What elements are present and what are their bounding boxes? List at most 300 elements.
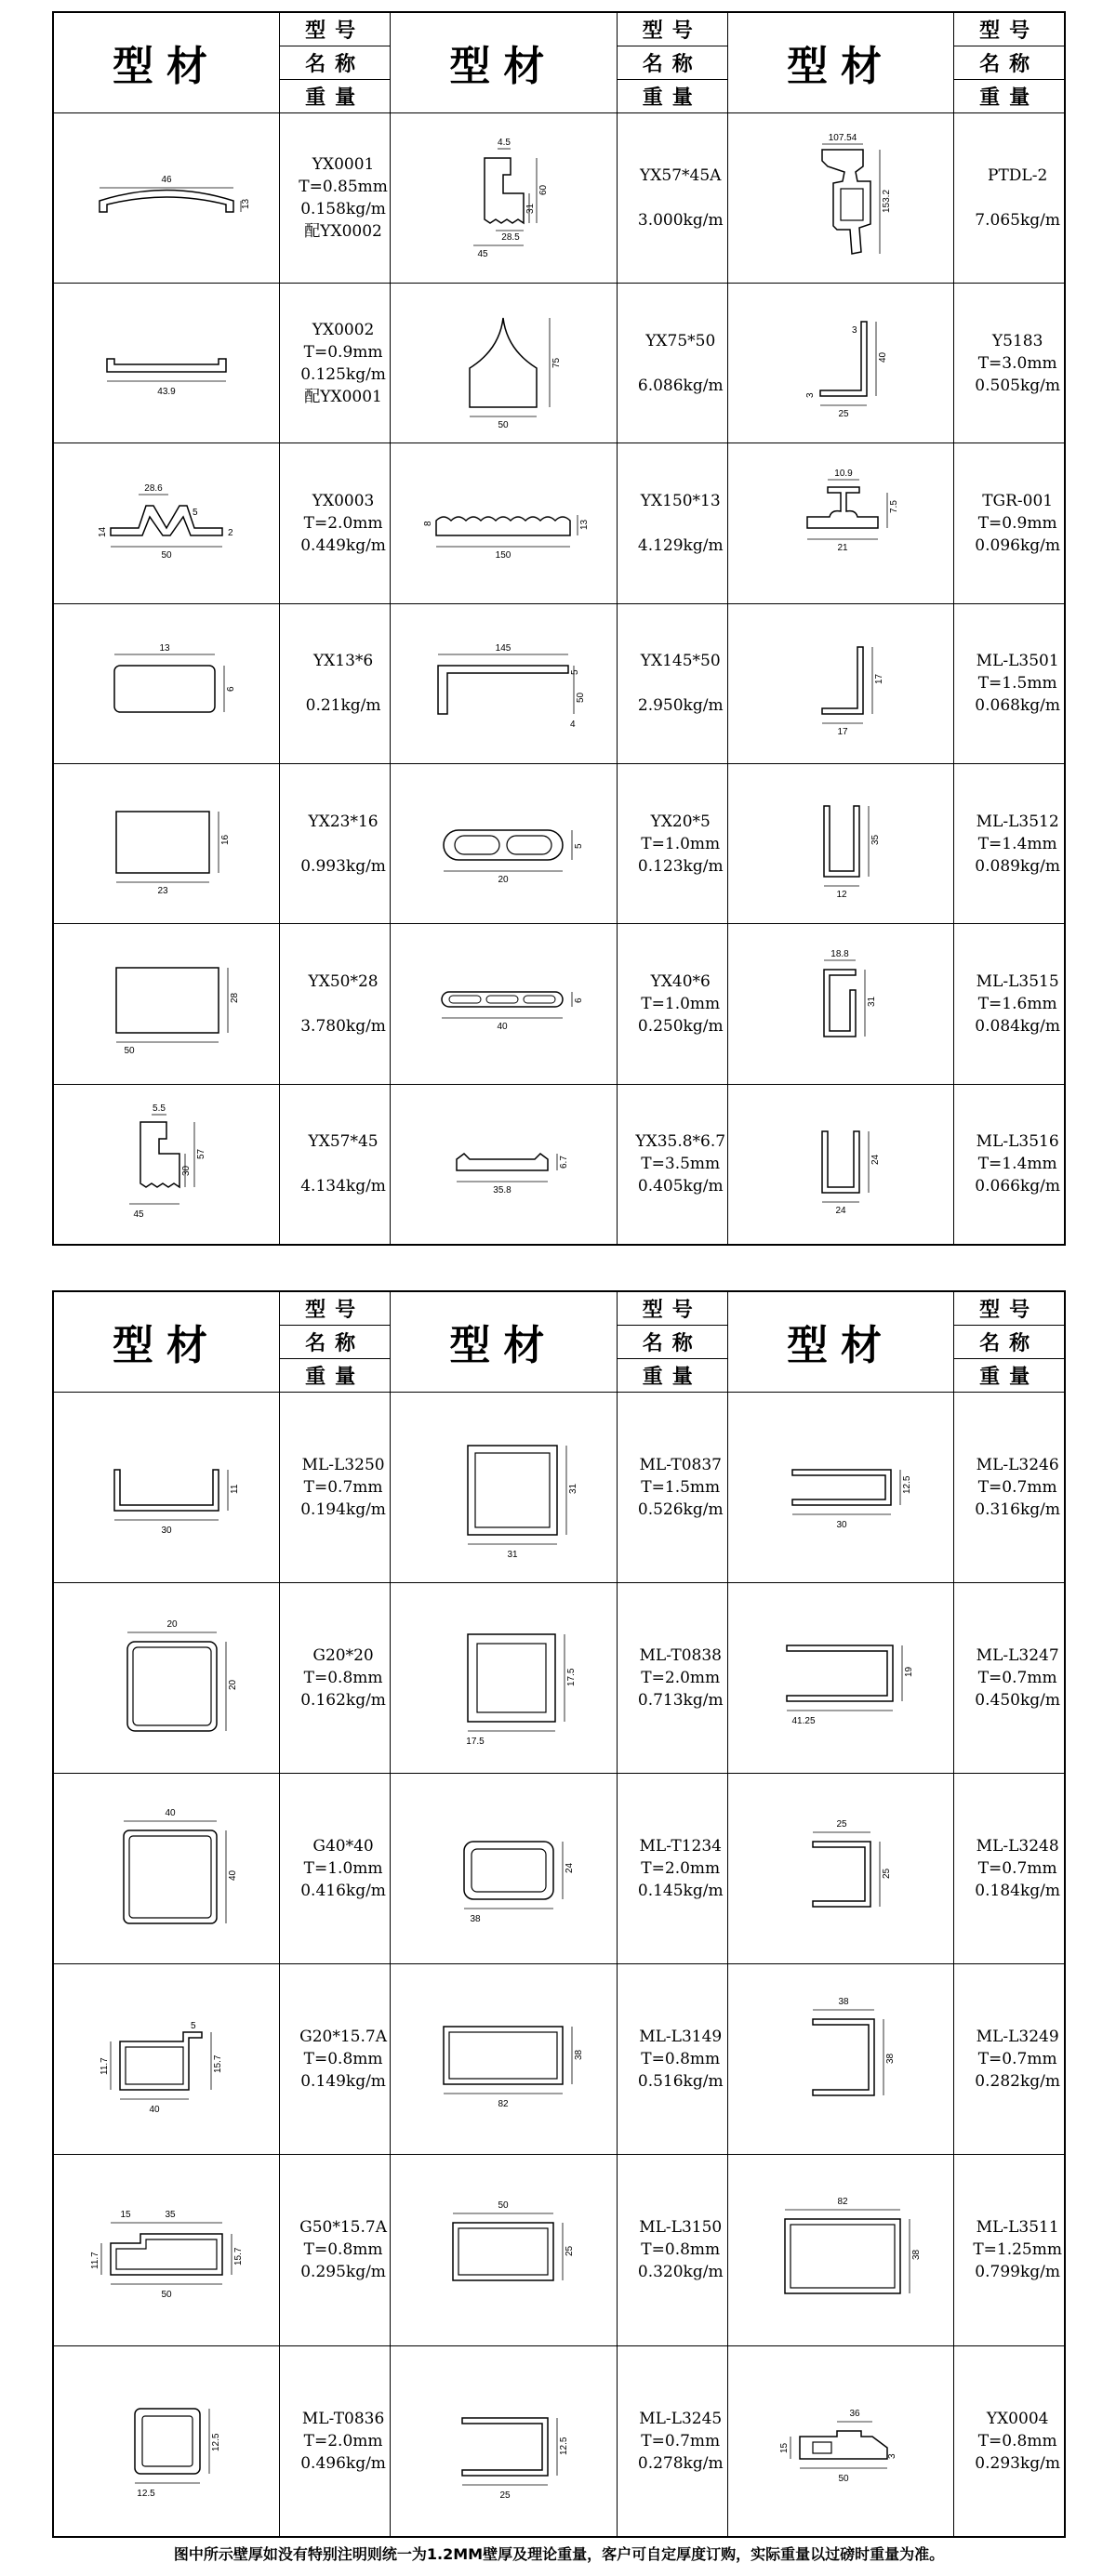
dim-label: 35.8 [493, 1185, 512, 1196]
header-material: 型材 [53, 1291, 280, 1392]
spec-line: T=2.0mm [303, 514, 383, 534]
dim-label: 36 [849, 2408, 860, 2419]
dim-label: 50 [498, 419, 509, 430]
spec-line: 0.496kg/m [300, 2453, 386, 2473]
profile-drawing-yx57-45a [391, 112, 618, 284]
spec-line: 4.129kg/m [637, 536, 724, 556]
profile-drawing-ml-l3511 [727, 2155, 954, 2345]
profile-drawing-ml-l3149 [391, 1964, 618, 2155]
footnote: 图中所示壁厚如没有特别注明则统一为1.2MM壁厚及理论重量，客户可自定厚度订购，实际重量以过磅时重量为准。 [173, 2545, 945, 2563]
dim-label: 35 [165, 2210, 176, 2221]
model-code: ML-L3149 [639, 2028, 723, 2047]
profile-info [617, 2345, 727, 2537]
dim-label: 20 [166, 1618, 178, 1630]
spec-line [297, 993, 390, 1015]
dim-label: 28.6 [144, 483, 163, 495]
profile-drawing-tgr-001 [727, 443, 954, 603]
dim-label: 60 [538, 184, 550, 195]
model-code: TGR-001 [982, 492, 1054, 511]
spec-line [297, 672, 390, 694]
profile-drawing-yx0001 [53, 112, 280, 284]
spec-line: 7.065kg/m [975, 210, 1060, 230]
profile-drawing-ml-l3246 [727, 1392, 954, 1582]
spec-line: T=0.85mm [299, 177, 388, 196]
model-code: G20*20 [312, 1645, 374, 1665]
dim-label: 50 [124, 1045, 135, 1056]
profile-info [954, 112, 1065, 284]
profile-drawing-yx57-45 [53, 1084, 280, 1245]
profile-drawing-ml-l3248 [727, 1773, 954, 1963]
dim-label: 17 [837, 727, 848, 738]
dim-label: 21 [837, 543, 848, 554]
spec-line: 0.089kg/m [975, 856, 1060, 876]
model-code: ML-L3246 [976, 1455, 1059, 1474]
table-row [53, 1773, 1065, 1963]
dim-label: 31 [867, 996, 878, 1007]
header-material: 型材 [53, 12, 280, 112]
spec-line: T=0.7mm [641, 2431, 721, 2451]
profile-info [954, 284, 1065, 443]
profile-info [954, 2155, 1065, 2345]
dim-label: 7.5 [889, 500, 900, 514]
dim-label: 24 [870, 1155, 882, 1166]
dim-label: 3 [805, 392, 817, 398]
header-model: 型号 [617, 1291, 727, 1325]
header-material: 型材 [391, 12, 618, 112]
table-row [53, 603, 1065, 763]
profile-info [617, 443, 727, 603]
profile-info [280, 1084, 391, 1245]
dim-label: 6 [226, 686, 236, 693]
spec-line: T=1.5mm [977, 674, 1057, 694]
spec-line: 0.713kg/m [637, 1690, 724, 1710]
profile-info [280, 603, 391, 763]
spec-line: T=1.5mm [641, 1477, 721, 1497]
profile-info [280, 764, 391, 924]
dim-label: 15 [779, 2442, 790, 2453]
model-code: ML-T0836 [301, 2409, 385, 2428]
dim-label: 30 [161, 1525, 172, 1536]
model-code: YX23*16 [308, 812, 379, 831]
table-row [53, 1084, 1065, 1245]
spec-line: 0.320kg/m [637, 2263, 724, 2282]
dim-label: 25 [838, 408, 849, 419]
model-code: ML-L3511 [976, 2218, 1059, 2238]
header-name: 名称 [280, 1325, 391, 1358]
dim-label: 20 [498, 874, 509, 885]
profile-info [617, 1392, 727, 1582]
dim-label: 150 [496, 550, 512, 561]
profile-info [617, 603, 727, 763]
profile-drawing-g40-40 [53, 1773, 280, 1963]
profile-drawing-ml-l3501 [727, 603, 954, 763]
profile-info [280, 112, 391, 284]
profile-drawing-yx50-28 [53, 924, 280, 1084]
profile-info [617, 284, 727, 443]
model-code: YX57*45A [640, 165, 722, 185]
profile-drawing-yx0002 [53, 284, 280, 443]
dim-label: 45 [133, 1209, 144, 1221]
dim-label: 6.7 [559, 1156, 570, 1169]
dim-label: 23 [157, 885, 168, 896]
spec-line: T=1.0mm [303, 1859, 383, 1879]
dim-label: 13 [241, 198, 251, 209]
dim-label: 12.5 [211, 2433, 221, 2451]
model-code: ML-L3515 [976, 971, 1059, 991]
dim-label: 5 [191, 2021, 196, 2032]
model-code: YX13*6 [312, 652, 374, 671]
profile-drawing-ml-t0836 [53, 2345, 280, 2537]
dim-label: 40 [149, 2105, 160, 2116]
spec-line: T=0.8mm [303, 2050, 383, 2069]
profile-drawing-yx0003 [53, 443, 280, 603]
spec-line: T=0.7mm [977, 1859, 1057, 1879]
spec-line: T=0.9mm [303, 342, 383, 362]
model-code: YX145*50 [640, 652, 721, 671]
spec-line: T=0.8mm [303, 2240, 383, 2260]
dim-label: 45 [477, 248, 488, 259]
header-name: 名称 [954, 1325, 1065, 1358]
spec-line: 0.993kg/m [300, 856, 386, 876]
dim-label: 12.5 [559, 2437, 570, 2455]
spec-line: T=0.8mm [641, 2240, 721, 2260]
model-code: ML-L3516 [976, 1132, 1059, 1152]
dim-label: 2 [228, 528, 233, 539]
spec-line: 3.000kg/m [637, 210, 724, 230]
profile-info [280, 443, 391, 603]
spec-line: 0.282kg/m [975, 2072, 1060, 2092]
dim-label: 12.5 [902, 1475, 913, 1494]
table-row [53, 112, 1065, 284]
header-name: 名称 [617, 1325, 727, 1358]
model-code: YX75*50 [645, 331, 716, 350]
profile-info [954, 2345, 1065, 2537]
spec-line: T=1.0mm [641, 834, 721, 853]
model-code: YX57*45 [308, 1132, 379, 1152]
profile-info [617, 112, 727, 284]
dim-label: 41.25 [791, 1715, 816, 1726]
spec-line: T=0.8mm [641, 2050, 721, 2069]
header-material: 型材 [391, 1291, 618, 1392]
profile-info [280, 1582, 391, 1773]
profile-info [954, 764, 1065, 924]
dim-label: 11.7 [100, 2057, 110, 2076]
dim-label: 11.7 [90, 2252, 100, 2270]
profile-drawing-yx35-8-6-7 [391, 1084, 618, 1245]
spec-line: T=0.7mm [977, 2050, 1057, 2069]
profile-drawing-ml-l3516 [727, 1084, 954, 1245]
table-row [53, 1964, 1065, 2155]
dim-label: 43.9 [157, 386, 176, 397]
spec-line: T=2.0mm [641, 1859, 721, 1879]
spec-line: 0.066kg/m [975, 1177, 1060, 1196]
spec-line: 0.799kg/m [975, 2263, 1060, 2282]
profile-drawing-ml-l3245 [391, 2345, 618, 2537]
profile-info [280, 1964, 391, 2155]
dim-label: 6 [574, 997, 585, 1003]
profile-drawing-ml-l3515 [727, 924, 954, 1084]
header-weight: 重量 [954, 1358, 1065, 1392]
spec-line [634, 512, 727, 535]
dim-label: 75 [551, 357, 563, 368]
spec-line: 0.149kg/m [300, 2072, 386, 2092]
spec-line: 0.162kg/m [300, 1690, 386, 1710]
model-code: ML-T1234 [639, 1837, 722, 1856]
model-code: G40*40 [312, 1837, 374, 1856]
model-code: ML-L3247 [976, 1645, 1059, 1665]
profile-drawing-ptdl-2 [727, 112, 954, 284]
header-weight: 重量 [617, 1358, 727, 1392]
dim-label: 30 [836, 1519, 847, 1530]
table-row [53, 1392, 1065, 1582]
model-code: YX0003 [312, 492, 375, 511]
model-code: ML-L3512 [976, 812, 1059, 831]
profile-drawing-ml-t0837 [391, 1392, 618, 1582]
spec-line: 0.145kg/m [637, 1882, 724, 1901]
profile-drawing-yx13-6 [53, 603, 280, 763]
header-model: 型号 [280, 1291, 391, 1325]
spec-line: 0.316kg/m [975, 1499, 1060, 1519]
profile-table-1 [52, 11, 1066, 1246]
dim-label: 35 [870, 834, 882, 845]
dim-label: 15 [120, 2210, 131, 2221]
table-row [53, 1582, 1065, 1773]
profile-info [954, 443, 1065, 603]
profile-info [280, 924, 391, 1084]
profile-info [280, 2155, 391, 2345]
header-name: 名称 [617, 46, 727, 79]
spec-line: 配YX0002 [304, 221, 382, 241]
profile-drawing-yx150-13 [391, 443, 618, 603]
model-code: ML-L3501 [976, 652, 1059, 671]
model-code: YX50*28 [308, 971, 379, 991]
header-model: 型号 [280, 12, 391, 46]
model-code: YX0004 [986, 2409, 1049, 2428]
spec-line: 0.123kg/m [637, 856, 724, 876]
spec-line: 0.449kg/m [300, 536, 386, 556]
dim-label: 13 [579, 519, 591, 531]
profile-drawing-ml-l3249 [727, 1964, 954, 2155]
dim-label: 4 [570, 720, 576, 731]
profile-info [617, 1582, 727, 1773]
profile-drawing-ml-t1234 [391, 1773, 618, 1963]
profile-drawing-yx75-50 [391, 284, 618, 443]
spec-line [634, 672, 727, 694]
dim-label: 82 [837, 2197, 848, 2208]
dim-label: 10.9 [834, 469, 853, 480]
spec-line: 0.21kg/m [305, 696, 381, 716]
dim-label: 15.7 [213, 2054, 223, 2074]
spec-line: T=1.0mm [641, 994, 721, 1013]
dim-label: 50 [161, 550, 172, 561]
dim-label: 50 [838, 2473, 849, 2484]
dim-label: 5 [570, 669, 581, 676]
dim-label: 31 [525, 203, 537, 214]
dim-label: 4.5 [498, 137, 512, 148]
profile-info [954, 1392, 1065, 1582]
spec-line: 0.450kg/m [975, 1690, 1060, 1710]
dim-label: 38 [911, 2250, 923, 2261]
model-code: G50*15.7A [299, 2218, 387, 2238]
dim-label: 38 [574, 2050, 585, 2061]
model-code: G20*15.7A [299, 2028, 387, 2047]
spec-line: 3.780kg/m [300, 1016, 386, 1036]
spec-line: 0.194kg/m [300, 1499, 386, 1519]
dim-label: 25 [499, 2490, 511, 2501]
dim-label: 40 [878, 351, 889, 363]
spec-line: 4.134kg/m [300, 1177, 386, 1196]
header-model: 型号 [954, 12, 1065, 46]
spec-line: 0.068kg/m [975, 696, 1060, 716]
header-weight: 重量 [280, 1358, 391, 1392]
dim-label: 25 [836, 1819, 847, 1830]
profile-drawing-ml-l3250 [53, 1392, 280, 1582]
dim-label: 46 [161, 174, 172, 185]
spec-line: T=2.0mm [641, 1668, 721, 1687]
dim-label: 5 [574, 843, 585, 849]
spec-line: T=0.8mm [303, 1668, 383, 1687]
dim-label: 57 [196, 1149, 206, 1160]
model-code: ML-L3248 [976, 1837, 1059, 1856]
profile-drawing-yx40-6 [391, 924, 618, 1084]
dim-label: 24 [565, 1862, 576, 1874]
spec-line [634, 187, 727, 209]
profile-info [954, 603, 1065, 763]
dim-label: 12.5 [137, 2488, 155, 2499]
model-code: ML-L3249 [976, 2028, 1059, 2047]
header-material: 型材 [727, 1291, 954, 1392]
spec-line: T=1.4mm [977, 834, 1057, 853]
spec-line: T=0.8mm [977, 2431, 1057, 2451]
header-weight: 重量 [280, 79, 391, 112]
dim-label: 30 [181, 1166, 192, 1177]
spec-line: T=1.25mm [973, 2240, 1062, 2260]
profile-drawing-yx20-5 [391, 764, 618, 924]
profile-table-2 [52, 1290, 1066, 2538]
table-row [53, 2155, 1065, 2345]
dim-label: 20 [228, 1679, 238, 1690]
profile-info [617, 2155, 727, 2345]
spec-line: 0.516kg/m [637, 2072, 724, 2092]
profile-drawing-g20-20 [53, 1582, 280, 1773]
profile-drawing-y5183 [727, 284, 954, 443]
dim-label: 50 [161, 2290, 172, 2301]
dim-label: 28.5 [501, 231, 521, 243]
dim-label: 28 [230, 992, 240, 1003]
profile-info [617, 924, 727, 1084]
spec-line: 0.096kg/m [975, 536, 1060, 556]
profile-info [280, 1392, 391, 1582]
dim-label: 31 [568, 1483, 579, 1494]
spec-line: 0.293kg/m [975, 2453, 1060, 2473]
dim-label: 82 [498, 2099, 509, 2110]
dim-label: 12 [836, 889, 847, 900]
dim-label: 3 [852, 324, 857, 336]
model-code: YX20*5 [650, 812, 711, 831]
profile-info [280, 1773, 391, 1963]
dim-label: 19 [904, 1666, 915, 1677]
profile-drawing-yx145-50 [391, 603, 618, 763]
profile-info [617, 1773, 727, 1963]
spec-line: T=3.5mm [641, 1155, 721, 1174]
profile-drawing-g20-15-7a [53, 1964, 280, 2155]
model-code: YX0002 [312, 320, 375, 339]
header-name: 名称 [280, 46, 391, 79]
header-material: 型材 [727, 12, 954, 112]
table-row [53, 284, 1065, 443]
spec-line [971, 187, 1064, 209]
header-model: 型号 [954, 1291, 1065, 1325]
spec-line: 0.125kg/m [300, 364, 386, 384]
profile-drawing-ml-l3247 [727, 1582, 954, 1773]
dim-label: 38 [470, 1914, 481, 1925]
dim-label: 5.5 [153, 1103, 166, 1115]
model-code: ML-L3250 [301, 1455, 385, 1474]
profile-drawing-g50-15-7a [53, 2155, 280, 2345]
spec-line: T=0.7mm [977, 1477, 1057, 1497]
dim-label: 145 [496, 643, 512, 654]
dim-label: 17.5 [566, 1668, 578, 1686]
dim-label: 40 [228, 1869, 238, 1882]
profile-info [280, 284, 391, 443]
dim-label: 25 [565, 2246, 576, 2257]
dim-label: 8 [423, 521, 434, 527]
model-code: ML-T0837 [639, 1455, 722, 1474]
dim-label: 107.54 [828, 132, 857, 143]
profile-info [954, 924, 1065, 1084]
spec-line: 0.250kg/m [637, 1016, 724, 1036]
model-code: YX0001 [312, 154, 375, 174]
spec-line: T=1.4mm [977, 1155, 1057, 1174]
header-name: 名称 [954, 46, 1065, 79]
spec-line: 0.526kg/m [637, 1499, 724, 1519]
spec-line: T=1.6mm [977, 994, 1057, 1013]
spec-line: T=0.9mm [977, 514, 1057, 534]
model-code: YX35.8*6.7 [635, 1132, 726, 1152]
dim-label: 13 [159, 643, 170, 654]
spec-line: 0.505kg/m [975, 376, 1060, 395]
spec-line: 0.158kg/m [300, 199, 386, 218]
table-row [53, 764, 1065, 924]
dim-label: 17 [874, 674, 885, 685]
profile-info [617, 764, 727, 924]
model-code: YX40*6 [650, 971, 711, 991]
dim-label: 18.8 [830, 948, 849, 959]
spec-line [297, 1153, 390, 1175]
spec-line: 0.084kg/m [975, 1016, 1060, 1036]
dim-label: 40 [497, 1021, 508, 1032]
dim-label: 25 [882, 1868, 893, 1880]
dim-label: 5 [193, 508, 198, 519]
profile-info [954, 1773, 1065, 1963]
spec-line: 0.295kg/m [300, 2263, 386, 2282]
header-weight: 重量 [617, 79, 727, 112]
model-code: PTDL-2 [988, 165, 1048, 185]
spec-line: 0.405kg/m [637, 1177, 724, 1196]
model-code: ML-L3245 [639, 2409, 723, 2428]
dim-label: 16 [220, 834, 231, 845]
dim-label: 50 [498, 2200, 509, 2212]
spec-line: T=3.0mm [977, 353, 1057, 373]
model-code: ML-L3150 [639, 2218, 723, 2238]
dim-label: 31 [507, 1549, 518, 1560]
dim-label: 14 [98, 526, 108, 538]
spec-line: 配YX0001 [304, 387, 382, 406]
profile-drawing-ml-l3150 [391, 2155, 618, 2345]
spec-line: T=0.7mm [303, 1477, 383, 1497]
table-row [53, 924, 1065, 1084]
profile-drawing-yx23-16 [53, 764, 280, 924]
